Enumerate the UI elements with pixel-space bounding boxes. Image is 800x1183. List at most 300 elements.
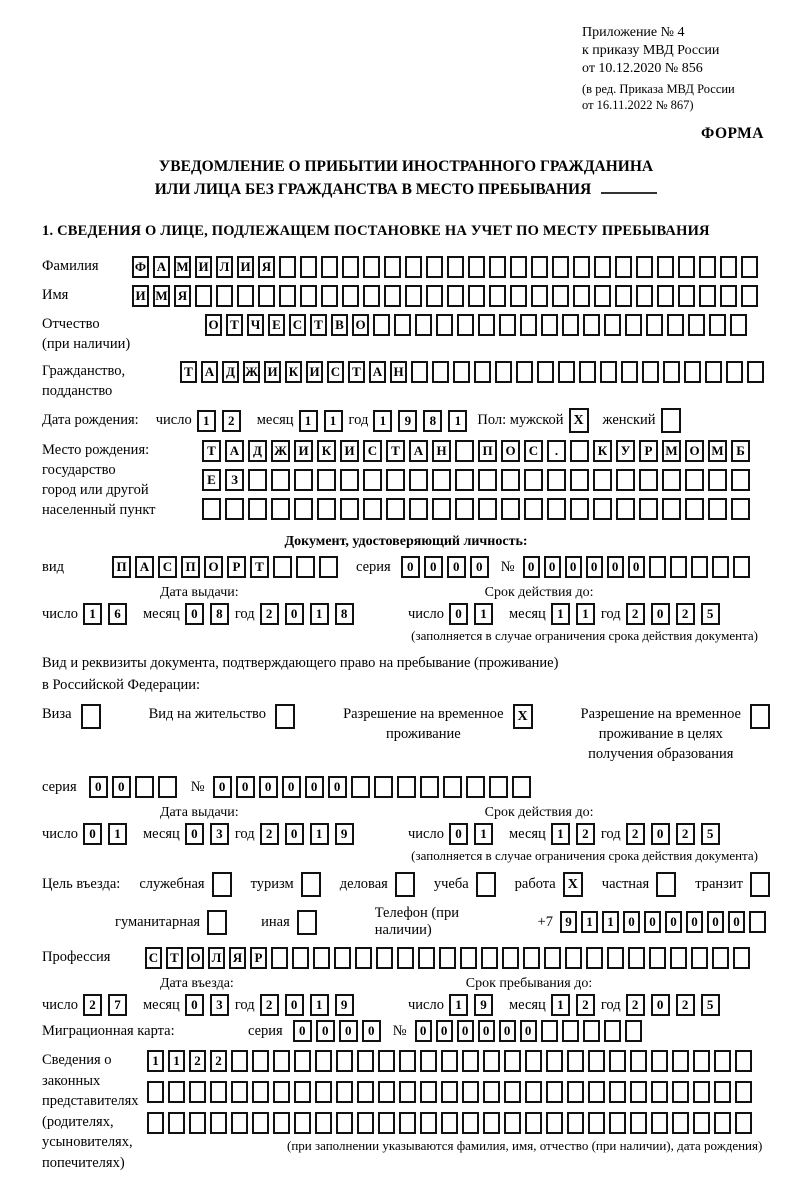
char-cell[interactable]: [667, 314, 684, 336]
char-cell[interactable]: [252, 1112, 269, 1134]
char-cell[interactable]: [415, 314, 432, 336]
char-cell[interactable]: [708, 469, 727, 491]
char-cell[interactable]: [168, 1112, 185, 1134]
char-cell[interactable]: С: [145, 947, 162, 969]
char-cell[interactable]: [483, 1081, 500, 1103]
char-cell[interactable]: [501, 498, 520, 520]
char-cell[interactable]: [439, 947, 456, 969]
char-cell[interactable]: М: [153, 285, 170, 307]
char-cell[interactable]: [588, 1081, 605, 1103]
char-cell[interactable]: [607, 947, 624, 969]
char-cell[interactable]: [432, 361, 449, 383]
char-cell[interactable]: 1: [299, 410, 318, 432]
char-cell[interactable]: [466, 776, 485, 798]
char-cell[interactable]: [248, 498, 267, 520]
char-cell[interactable]: [378, 1050, 395, 1072]
char-cell[interactable]: [699, 256, 716, 278]
char-cell[interactable]: [741, 256, 758, 278]
char-cell[interactable]: [731, 469, 750, 491]
char-cell[interactable]: [593, 498, 612, 520]
char-cell[interactable]: Т: [166, 947, 183, 969]
char-cell[interactable]: Ж: [271, 440, 290, 462]
char-cell[interactable]: [279, 256, 296, 278]
char-cell[interactable]: [420, 776, 439, 798]
char-cell[interactable]: 0: [623, 911, 640, 933]
char-cell[interactable]: 0: [293, 1020, 312, 1042]
char-cell[interactable]: [741, 285, 758, 307]
char-cell[interactable]: 0: [185, 603, 204, 625]
char-cell[interactable]: [593, 469, 612, 491]
char-cell[interactable]: О: [352, 314, 369, 336]
char-cell[interactable]: 0: [259, 776, 278, 798]
char-cell[interactable]: Д: [248, 440, 267, 462]
char-cell[interactable]: 2: [676, 994, 695, 1016]
char-cell[interactable]: 1: [551, 603, 570, 625]
char-cell[interactable]: [420, 1081, 437, 1103]
char-cell[interactable]: [504, 1050, 521, 1072]
char-cell[interactable]: [651, 1050, 668, 1072]
char-cell[interactable]: [562, 1020, 579, 1042]
char-cell[interactable]: [405, 256, 422, 278]
char-cell[interactable]: [558, 361, 575, 383]
char-cell[interactable]: [615, 256, 632, 278]
char-cell[interactable]: [639, 469, 658, 491]
char-cell[interactable]: П: [112, 556, 131, 578]
char-cell[interactable]: 1: [147, 1050, 164, 1072]
char-cell[interactable]: [397, 947, 414, 969]
char-cell[interactable]: 0: [185, 994, 204, 1016]
char-cell[interactable]: [426, 256, 443, 278]
char-cell[interactable]: [384, 256, 401, 278]
char-cell[interactable]: [294, 469, 313, 491]
char-cell[interactable]: Н: [432, 440, 451, 462]
char-cell[interactable]: [699, 285, 716, 307]
char-cell[interactable]: 0: [449, 603, 468, 625]
char-cell[interactable]: [418, 947, 435, 969]
char-cell[interactable]: [546, 1081, 563, 1103]
char-cell[interactable]: Л: [216, 256, 233, 278]
char-cell[interactable]: [691, 556, 708, 578]
char-cell[interactable]: [616, 498, 635, 520]
char-cell[interactable]: 1: [576, 603, 595, 625]
char-cell[interactable]: [336, 1081, 353, 1103]
char-cell[interactable]: [340, 498, 359, 520]
char-cell[interactable]: 0: [285, 603, 304, 625]
char-cell[interactable]: [489, 256, 506, 278]
char-cell[interactable]: 0: [415, 1020, 432, 1042]
char-cell[interactable]: 1: [310, 823, 329, 845]
char-cell[interactable]: К: [317, 440, 336, 462]
char-cell[interactable]: [730, 314, 747, 336]
char-cell[interactable]: М: [708, 440, 727, 462]
char-cell[interactable]: [636, 285, 653, 307]
char-cell[interactable]: [455, 469, 474, 491]
char-cell[interactable]: [409, 498, 428, 520]
char-cell[interactable]: [544, 947, 561, 969]
char-cell[interactable]: Б: [731, 440, 750, 462]
char-cell[interactable]: [546, 1112, 563, 1134]
checkbox-cell[interactable]: X: [569, 408, 589, 433]
char-cell[interactable]: 0: [651, 603, 670, 625]
char-cell[interactable]: [397, 776, 416, 798]
char-cell[interactable]: [525, 1081, 542, 1103]
char-cell[interactable]: [483, 1112, 500, 1134]
char-cell[interactable]: К: [285, 361, 302, 383]
checkbox-cell[interactable]: X: [563, 872, 583, 897]
char-cell[interactable]: И: [306, 361, 323, 383]
char-cell[interactable]: [317, 498, 336, 520]
char-cell[interactable]: Р: [639, 440, 658, 462]
checkbox-cell[interactable]: [297, 910, 317, 935]
char-cell[interactable]: [636, 256, 653, 278]
char-cell[interactable]: [678, 285, 695, 307]
char-cell[interactable]: [432, 498, 451, 520]
char-cell[interactable]: 0: [665, 911, 682, 933]
char-cell[interactable]: 2: [676, 603, 695, 625]
char-cell[interactable]: [672, 1112, 689, 1134]
char-cell[interactable]: [294, 1081, 311, 1103]
char-cell[interactable]: [639, 498, 658, 520]
char-cell[interactable]: [609, 1050, 626, 1072]
char-cell[interactable]: [336, 1112, 353, 1134]
char-cell[interactable]: [630, 1050, 647, 1072]
char-cell[interactable]: [693, 1112, 710, 1134]
char-cell[interactable]: [294, 1112, 311, 1134]
char-cell[interactable]: [651, 1112, 668, 1134]
char-cell[interactable]: [588, 1112, 605, 1134]
char-cell[interactable]: [688, 314, 705, 336]
char-cell[interactable]: 5: [701, 603, 720, 625]
char-cell[interactable]: 2: [83, 994, 102, 1016]
char-cell[interactable]: А: [153, 256, 170, 278]
char-cell[interactable]: С: [158, 556, 177, 578]
char-cell[interactable]: [363, 256, 380, 278]
char-cell[interactable]: [216, 285, 233, 307]
char-cell[interactable]: В: [331, 314, 348, 336]
char-cell[interactable]: [317, 469, 336, 491]
char-cell[interactable]: [547, 498, 566, 520]
char-cell[interactable]: [455, 498, 474, 520]
char-cell[interactable]: [691, 947, 708, 969]
checkbox-cell[interactable]: [81, 704, 101, 729]
char-cell[interactable]: [662, 469, 681, 491]
char-cell[interactable]: 1: [602, 911, 619, 933]
char-cell[interactable]: [501, 469, 520, 491]
char-cell[interactable]: [642, 361, 659, 383]
char-cell[interactable]: Д: [222, 361, 239, 383]
char-cell[interactable]: [336, 1050, 353, 1072]
char-cell[interactable]: [363, 469, 382, 491]
char-cell[interactable]: [712, 556, 729, 578]
char-cell[interactable]: 2: [222, 410, 241, 432]
checkbox-cell[interactable]: [301, 872, 321, 897]
char-cell[interactable]: 8: [210, 603, 229, 625]
char-cell[interactable]: [714, 1112, 731, 1134]
char-cell[interactable]: 0: [236, 776, 255, 798]
checkbox-cell[interactable]: [212, 872, 232, 897]
char-cell[interactable]: 0: [457, 1020, 474, 1042]
char-cell[interactable]: 0: [478, 1020, 495, 1042]
char-cell[interactable]: [583, 1020, 600, 1042]
char-cell[interactable]: О: [205, 314, 222, 336]
char-cell[interactable]: [586, 947, 603, 969]
char-cell[interactable]: К: [593, 440, 612, 462]
char-cell[interactable]: [351, 776, 370, 798]
char-cell[interactable]: [630, 1081, 647, 1103]
char-cell[interactable]: [432, 469, 451, 491]
char-cell[interactable]: [672, 1081, 689, 1103]
char-cell[interactable]: [147, 1081, 164, 1103]
char-cell[interactable]: [731, 498, 750, 520]
char-cell[interactable]: 1: [474, 603, 493, 625]
char-cell[interactable]: [357, 1112, 374, 1134]
char-cell[interactable]: [378, 1081, 395, 1103]
char-cell[interactable]: [588, 1050, 605, 1072]
char-cell[interactable]: [720, 285, 737, 307]
char-cell[interactable]: [709, 314, 726, 336]
char-cell[interactable]: [531, 256, 548, 278]
char-cell[interactable]: [342, 256, 359, 278]
char-cell[interactable]: [672, 1050, 689, 1072]
char-cell[interactable]: [231, 1081, 248, 1103]
char-cell[interactable]: [436, 314, 453, 336]
char-cell[interactable]: 0: [607, 556, 624, 578]
char-cell[interactable]: [135, 776, 154, 798]
char-cell[interactable]: 0: [707, 911, 724, 933]
char-cell[interactable]: Т: [226, 314, 243, 336]
char-cell[interactable]: [384, 285, 401, 307]
char-cell[interactable]: [237, 285, 254, 307]
char-cell[interactable]: Т: [202, 440, 221, 462]
char-cell[interactable]: [202, 498, 221, 520]
char-cell[interactable]: [594, 285, 611, 307]
char-cell[interactable]: [409, 469, 428, 491]
char-cell[interactable]: [231, 1050, 248, 1072]
char-cell[interactable]: [693, 1081, 710, 1103]
char-cell[interactable]: И: [264, 361, 281, 383]
char-cell[interactable]: О: [685, 440, 704, 462]
char-cell[interactable]: [189, 1081, 206, 1103]
char-cell[interactable]: 0: [470, 556, 489, 578]
char-cell[interactable]: [273, 556, 292, 578]
char-cell[interactable]: [313, 947, 330, 969]
char-cell[interactable]: Т: [386, 440, 405, 462]
char-cell[interactable]: 0: [499, 1020, 516, 1042]
char-cell[interactable]: 1: [83, 603, 102, 625]
char-cell[interactable]: [399, 1081, 416, 1103]
char-cell[interactable]: 9: [335, 994, 354, 1016]
char-cell[interactable]: [373, 314, 390, 336]
char-cell[interactable]: И: [294, 440, 313, 462]
char-cell[interactable]: [651, 1081, 668, 1103]
char-cell[interactable]: [357, 1081, 374, 1103]
char-cell[interactable]: [573, 285, 590, 307]
checkbox-cell[interactable]: [395, 872, 415, 897]
char-cell[interactable]: 1: [474, 823, 493, 845]
char-cell[interactable]: [426, 285, 443, 307]
char-cell[interactable]: 0: [282, 776, 301, 798]
char-cell[interactable]: [420, 1050, 437, 1072]
char-cell[interactable]: 9: [335, 823, 354, 845]
char-cell[interactable]: [210, 1081, 227, 1103]
char-cell[interactable]: [411, 361, 428, 383]
char-cell[interactable]: 2: [576, 823, 595, 845]
char-cell[interactable]: [462, 1050, 479, 1072]
char-cell[interactable]: [583, 314, 600, 336]
char-cell[interactable]: [524, 498, 543, 520]
char-cell[interactable]: [342, 285, 359, 307]
char-cell[interactable]: 0: [83, 823, 102, 845]
char-cell[interactable]: [523, 947, 540, 969]
char-cell[interactable]: [334, 947, 351, 969]
char-cell[interactable]: 0: [728, 911, 745, 933]
char-cell[interactable]: 0: [544, 556, 561, 578]
char-cell[interactable]: А: [409, 440, 428, 462]
char-cell[interactable]: [478, 498, 497, 520]
char-cell[interactable]: [489, 285, 506, 307]
char-cell[interactable]: 0: [651, 823, 670, 845]
char-cell[interactable]: [441, 1081, 458, 1103]
char-cell[interactable]: [292, 947, 309, 969]
char-cell[interactable]: [733, 947, 750, 969]
char-cell[interactable]: 0: [339, 1020, 358, 1042]
char-cell[interactable]: 9: [560, 911, 577, 933]
char-cell[interactable]: 9: [398, 410, 417, 432]
char-cell[interactable]: [594, 256, 611, 278]
char-cell[interactable]: [300, 285, 317, 307]
char-cell[interactable]: [399, 1050, 416, 1072]
char-cell[interactable]: О: [204, 556, 223, 578]
char-cell[interactable]: [248, 469, 267, 491]
char-cell[interactable]: [195, 285, 212, 307]
char-cell[interactable]: .: [547, 440, 566, 462]
char-cell[interactable]: [271, 498, 290, 520]
char-cell[interactable]: 2: [260, 823, 279, 845]
char-cell[interactable]: [684, 361, 701, 383]
char-cell[interactable]: [447, 256, 464, 278]
char-cell[interactable]: [541, 314, 558, 336]
checkbox-cell[interactable]: X: [513, 704, 533, 729]
char-cell[interactable]: [609, 1081, 626, 1103]
char-cell[interactable]: [321, 285, 338, 307]
char-cell[interactable]: [504, 1081, 521, 1103]
char-cell[interactable]: [670, 947, 687, 969]
char-cell[interactable]: Л: [208, 947, 225, 969]
char-cell[interactable]: [502, 947, 519, 969]
char-cell[interactable]: Т: [348, 361, 365, 383]
char-cell[interactable]: Р: [250, 947, 267, 969]
char-cell[interactable]: 0: [424, 556, 443, 578]
char-cell[interactable]: [168, 1081, 185, 1103]
char-cell[interactable]: [483, 1050, 500, 1072]
char-cell[interactable]: [524, 469, 543, 491]
char-cell[interactable]: А: [201, 361, 218, 383]
char-cell[interactable]: 0: [362, 1020, 381, 1042]
char-cell[interactable]: [600, 361, 617, 383]
char-cell[interactable]: [714, 1081, 731, 1103]
char-cell[interactable]: [537, 361, 554, 383]
char-cell[interactable]: 0: [305, 776, 324, 798]
char-cell[interactable]: [685, 498, 704, 520]
char-cell[interactable]: [499, 314, 516, 336]
char-cell[interactable]: [670, 556, 687, 578]
char-cell[interactable]: 5: [701, 994, 720, 1016]
char-cell[interactable]: [462, 1081, 479, 1103]
char-cell[interactable]: [525, 1112, 542, 1134]
char-cell[interactable]: С: [289, 314, 306, 336]
char-cell[interactable]: [189, 1112, 206, 1134]
char-cell[interactable]: [726, 361, 743, 383]
char-cell[interactable]: [546, 1050, 563, 1072]
char-cell[interactable]: [733, 556, 750, 578]
char-cell[interactable]: М: [174, 256, 191, 278]
char-cell[interactable]: [565, 947, 582, 969]
char-cell[interactable]: Е: [268, 314, 285, 336]
char-cell[interactable]: [520, 314, 537, 336]
char-cell[interactable]: [355, 947, 372, 969]
char-cell[interactable]: 2: [626, 823, 645, 845]
char-cell[interactable]: [273, 1050, 290, 1072]
char-cell[interactable]: 8: [335, 603, 354, 625]
char-cell[interactable]: О: [187, 947, 204, 969]
char-cell[interactable]: Н: [390, 361, 407, 383]
char-cell[interactable]: [649, 947, 666, 969]
char-cell[interactable]: [441, 1050, 458, 1072]
char-cell[interactable]: [273, 1112, 290, 1134]
char-cell[interactable]: 0: [112, 776, 131, 798]
char-cell[interactable]: [649, 556, 666, 578]
char-cell[interactable]: [296, 556, 315, 578]
char-cell[interactable]: [363, 498, 382, 520]
char-cell[interactable]: [468, 256, 485, 278]
checkbox-cell[interactable]: [207, 910, 227, 935]
char-cell[interactable]: [147, 1112, 164, 1134]
char-cell[interactable]: [662, 498, 681, 520]
char-cell[interactable]: 2: [626, 603, 645, 625]
char-cell[interactable]: [512, 776, 531, 798]
char-cell[interactable]: [374, 776, 393, 798]
char-cell[interactable]: 1: [551, 823, 570, 845]
char-cell[interactable]: С: [524, 440, 543, 462]
char-cell[interactable]: [478, 469, 497, 491]
char-cell[interactable]: А: [369, 361, 386, 383]
char-cell[interactable]: С: [327, 361, 344, 383]
char-cell[interactable]: [562, 314, 579, 336]
char-cell[interactable]: [579, 361, 596, 383]
char-cell[interactable]: [468, 285, 485, 307]
char-cell[interactable]: 8: [423, 410, 442, 432]
char-cell[interactable]: [386, 498, 405, 520]
checkbox-cell[interactable]: [661, 408, 681, 433]
char-cell[interactable]: [210, 1112, 227, 1134]
char-cell[interactable]: И: [132, 285, 149, 307]
char-cell[interactable]: [504, 1112, 521, 1134]
char-cell[interactable]: З: [225, 469, 244, 491]
char-cell[interactable]: 0: [449, 823, 468, 845]
char-cell[interactable]: [319, 556, 338, 578]
char-cell[interactable]: [158, 776, 177, 798]
char-cell[interactable]: 0: [586, 556, 603, 578]
char-cell[interactable]: [735, 1112, 752, 1134]
char-cell[interactable]: [547, 469, 566, 491]
char-cell[interactable]: [447, 285, 464, 307]
char-cell[interactable]: [625, 1020, 642, 1042]
char-cell[interactable]: 1: [449, 994, 468, 1016]
char-cell[interactable]: 1: [168, 1050, 185, 1072]
char-cell[interactable]: [315, 1081, 332, 1103]
char-cell[interactable]: [271, 947, 288, 969]
char-cell[interactable]: 1: [373, 410, 392, 432]
